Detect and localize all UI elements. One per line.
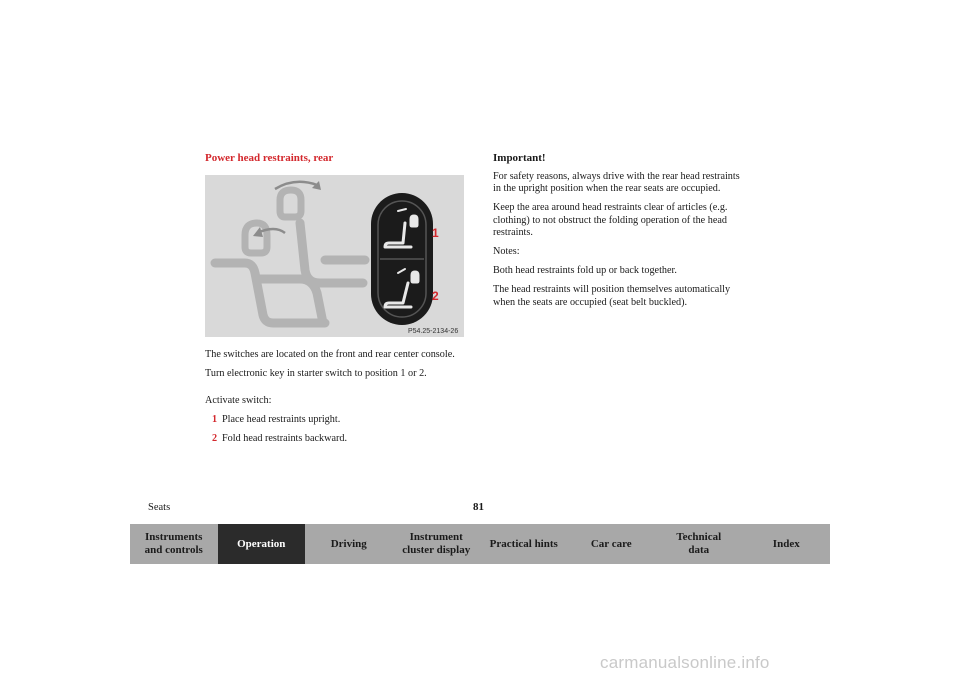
- tab-label: Practical hints: [489, 537, 558, 550]
- paragraph: The head restraints will position themselves automatically when the seats are occupied (seat belt buckled).: [493, 284, 731, 308]
- paragraph: Activate switch:: [205, 394, 272, 406]
- tab-operation[interactable]: [218, 524, 306, 564]
- tab-label: Instrument cluster display: [402, 531, 471, 556]
- callout-2: 2: [432, 289, 439, 303]
- tab-index[interactable]: [743, 524, 831, 564]
- tab-instrument-cluster-display[interactable]: [393, 524, 481, 564]
- tab-label: Operation: [237, 537, 286, 550]
- tab-driving[interactable]: [305, 524, 393, 564]
- section-heading: Power head restraints, rear: [205, 152, 334, 164]
- left-column: [205, 349, 470, 452]
- callout-1: 1: [432, 226, 439, 240]
- step-text: Fold head restraints backward.: [222, 432, 348, 444]
- page-number: 81: [473, 501, 484, 513]
- step-number: 2: [212, 432, 218, 444]
- right-column: [493, 152, 748, 316]
- step-text: Place head restraints upright.: [222, 413, 341, 425]
- tab-technical-data[interactable]: [655, 524, 743, 564]
- tab-label: Car care: [590, 537, 632, 550]
- step-number: 1: [212, 413, 218, 425]
- paragraph: The switches are located on the front and rear center console.: [205, 349, 455, 360]
- footer-section-title: Seats: [148, 502, 171, 513]
- paragraph: For safety reasons, always drive with the rear head restraints in the upright position when the rear seats are occupied.: [493, 170, 740, 195]
- important-title: Important!: [493, 152, 546, 164]
- chapter-tabs: [130, 524, 830, 564]
- tab-car-care[interactable]: [568, 524, 656, 564]
- tab-practical-hints[interactable]: [480, 524, 568, 564]
- figure-code: P54.25-2134-26: [408, 328, 459, 335]
- paragraph: Both head restraints fold up or back together.: [493, 265, 677, 277]
- step-item: [212, 414, 470, 427]
- step-item: [212, 433, 470, 446]
- tab-label: Instruments and controls: [144, 531, 203, 556]
- paragraph: Turn electronic key in starter switch to position 1 or 2.: [205, 367, 427, 379]
- notes-title: Notes:: [493, 246, 520, 258]
- tab-label: Index: [772, 537, 800, 550]
- watermark: carmanualsonline.info: [600, 653, 770, 672]
- paragraph: Keep the area around head restraints clear of articles (e.g. clothing) to not obstruct the folding operation of the head restraints.: [493, 202, 728, 239]
- tab-instruments-and-controls[interactable]: [130, 524, 218, 564]
- tab-label: Technical data: [676, 531, 722, 556]
- tab-label: Driving: [330, 537, 367, 550]
- seat-switch-illustration: [205, 175, 464, 337]
